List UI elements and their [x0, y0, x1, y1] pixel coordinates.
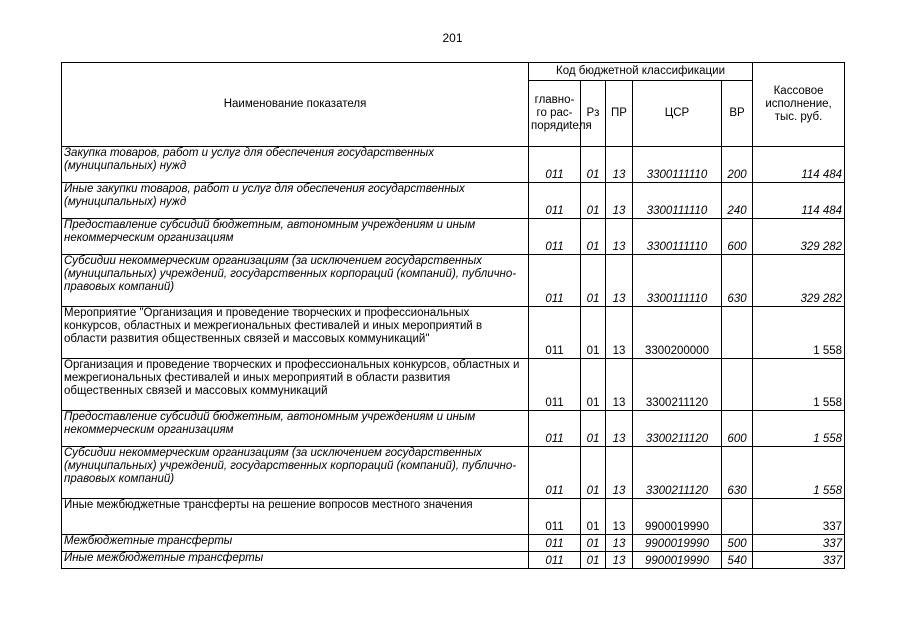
table-row [62, 447, 845, 499]
row-amount: 114 484 [753, 147, 845, 183]
row-csr: 3300211120 [633, 359, 722, 411]
row-vr [722, 499, 753, 535]
table-row [62, 359, 845, 411]
table-row [62, 552, 845, 569]
row-glav: 011 [529, 411, 581, 447]
row-csr: 3300111110 [633, 219, 722, 255]
row-rz: 01 [581, 411, 606, 447]
row-amount: 337 [753, 552, 845, 569]
row-vr: 200 [722, 147, 753, 183]
row-pr: 13 [606, 255, 633, 307]
row-amount: 329 282 [753, 219, 845, 255]
table-row [62, 183, 845, 219]
row-name: Организация и проведение творческих и профессиональных конкурсов, областных и межрегиональных фестивалей и иных мероприятий в области развития общественных связей и массовых коммуникаций [62, 359, 529, 411]
row-name: Предоставление субсидий бюджетным, автономным учреждениям и иным некоммерческим организациям [62, 219, 529, 255]
header-rz: Рз [581, 81, 606, 147]
row-csr: 9900019990 [633, 535, 722, 552]
row-rz: 01 [581, 499, 606, 535]
row-name: Закупка товаров, работ и услуг для обеспечения государственных (муниципальных) нужд [62, 147, 529, 183]
row-pr: 13 [606, 411, 633, 447]
row-rz: 01 [581, 255, 606, 307]
header-vr: ВР [722, 81, 753, 147]
row-glav: 011 [529, 552, 581, 569]
row-pr: 13 [606, 535, 633, 552]
header-glav: главно-го рас-порядиteля [529, 81, 581, 147]
row-amount: 1 558 [753, 447, 845, 499]
table-row [62, 219, 845, 255]
budget-table [61, 62, 845, 569]
row-rz: 01 [581, 552, 606, 569]
row-name: Иные межбюджетные трансферты [62, 552, 529, 569]
row-vr: 500 [722, 535, 753, 552]
row-vr: 600 [722, 411, 753, 447]
row-vr: 240 [722, 183, 753, 219]
row-name: Предоставление субсидий бюджетным, автономным учреждениям и иным некоммерческим организациям [62, 411, 529, 447]
table-row [62, 499, 845, 535]
row-amount: 114 484 [753, 183, 845, 219]
row-pr: 13 [606, 147, 633, 183]
row-name: Иные межбюджетные трансферты на решение вопросов местного значения [62, 499, 529, 535]
table-row [62, 255, 845, 307]
row-pr: 13 [606, 219, 633, 255]
row-glav: 011 [529, 499, 581, 535]
table-row [62, 147, 845, 183]
row-csr: 9900019990 [633, 552, 722, 569]
row-name: Межбюджетные трансферты [62, 535, 529, 552]
row-vr [722, 307, 753, 359]
row-rz: 01 [581, 147, 606, 183]
row-amount: 337 [753, 535, 845, 552]
header-name: Наименование показателя [62, 63, 529, 147]
header-amount: Кассовое исполнение, тыс. руб. [753, 63, 845, 147]
row-rz: 01 [581, 359, 606, 411]
header-pr: ПР [606, 81, 633, 147]
row-glav: 011 [529, 219, 581, 255]
row-csr: 3300111110 [633, 255, 722, 307]
table-row [62, 535, 845, 552]
row-vr: 630 [722, 255, 753, 307]
row-name: Субсидии некоммерческим организациям (за исключением государственных (муниципальных) учреждений, государственных корпораций (компаний), публично-правовых компаний) [62, 255, 529, 307]
row-csr: 3300111110 [633, 183, 722, 219]
row-glav: 011 [529, 307, 581, 359]
row-pr: 13 [606, 307, 633, 359]
page-number: 201 [442, 31, 463, 45]
row-amount: 1 558 [753, 307, 845, 359]
row-amount: 329 282 [753, 255, 845, 307]
header-code-group: Код бюджетной классификации [529, 63, 753, 81]
row-csr: 3300111110 [633, 147, 722, 183]
row-rz: 01 [581, 447, 606, 499]
row-glav: 011 [529, 183, 581, 219]
row-name: Мероприятие "Организация и проведение творческих и профессиональных конкурсов, областных и межрегиональных фестивалей и иных мероприятий в области развития общественных связей и массовых коммуникаций" [62, 307, 529, 359]
row-csr: 3300211120 [633, 411, 722, 447]
row-glav: 011 [529, 147, 581, 183]
row-glav: 011 [529, 255, 581, 307]
row-pr: 13 [606, 447, 633, 499]
row-csr: 9900019990 [633, 499, 722, 535]
row-csr: 3300200000 [633, 307, 722, 359]
row-vr: 630 [722, 447, 753, 499]
row-rz: 01 [581, 219, 606, 255]
row-rz: 01 [581, 183, 606, 219]
row-rz: 01 [581, 535, 606, 552]
row-glav: 011 [529, 359, 581, 411]
row-amount: 337 [753, 499, 845, 535]
row-vr: 600 [722, 219, 753, 255]
row-name: Субсидии некоммерческим организациям (за исключением государственных (муниципальных) учреждений, государственных корпораций (компаний), публично-правовых компаний) [62, 447, 529, 499]
row-amount: 1 558 [753, 359, 845, 411]
row-vr [722, 359, 753, 411]
row-pr: 13 [606, 499, 633, 535]
row-glav: 011 [529, 447, 581, 499]
row-amount: 1 558 [753, 411, 845, 447]
row-pr: 13 [606, 552, 633, 569]
row-vr: 540 [722, 552, 753, 569]
row-pr: 13 [606, 183, 633, 219]
table-row [62, 307, 845, 359]
row-csr: 3300211120 [633, 447, 722, 499]
table-row [62, 411, 845, 447]
row-glav: 011 [529, 535, 581, 552]
header-csr: ЦСР [633, 81, 722, 147]
row-pr: 13 [606, 359, 633, 411]
row-name: Иные закупки товаров, работ и услуг для обеспечения государственных (муниципальных) нужд [62, 183, 529, 219]
row-rz: 01 [581, 307, 606, 359]
